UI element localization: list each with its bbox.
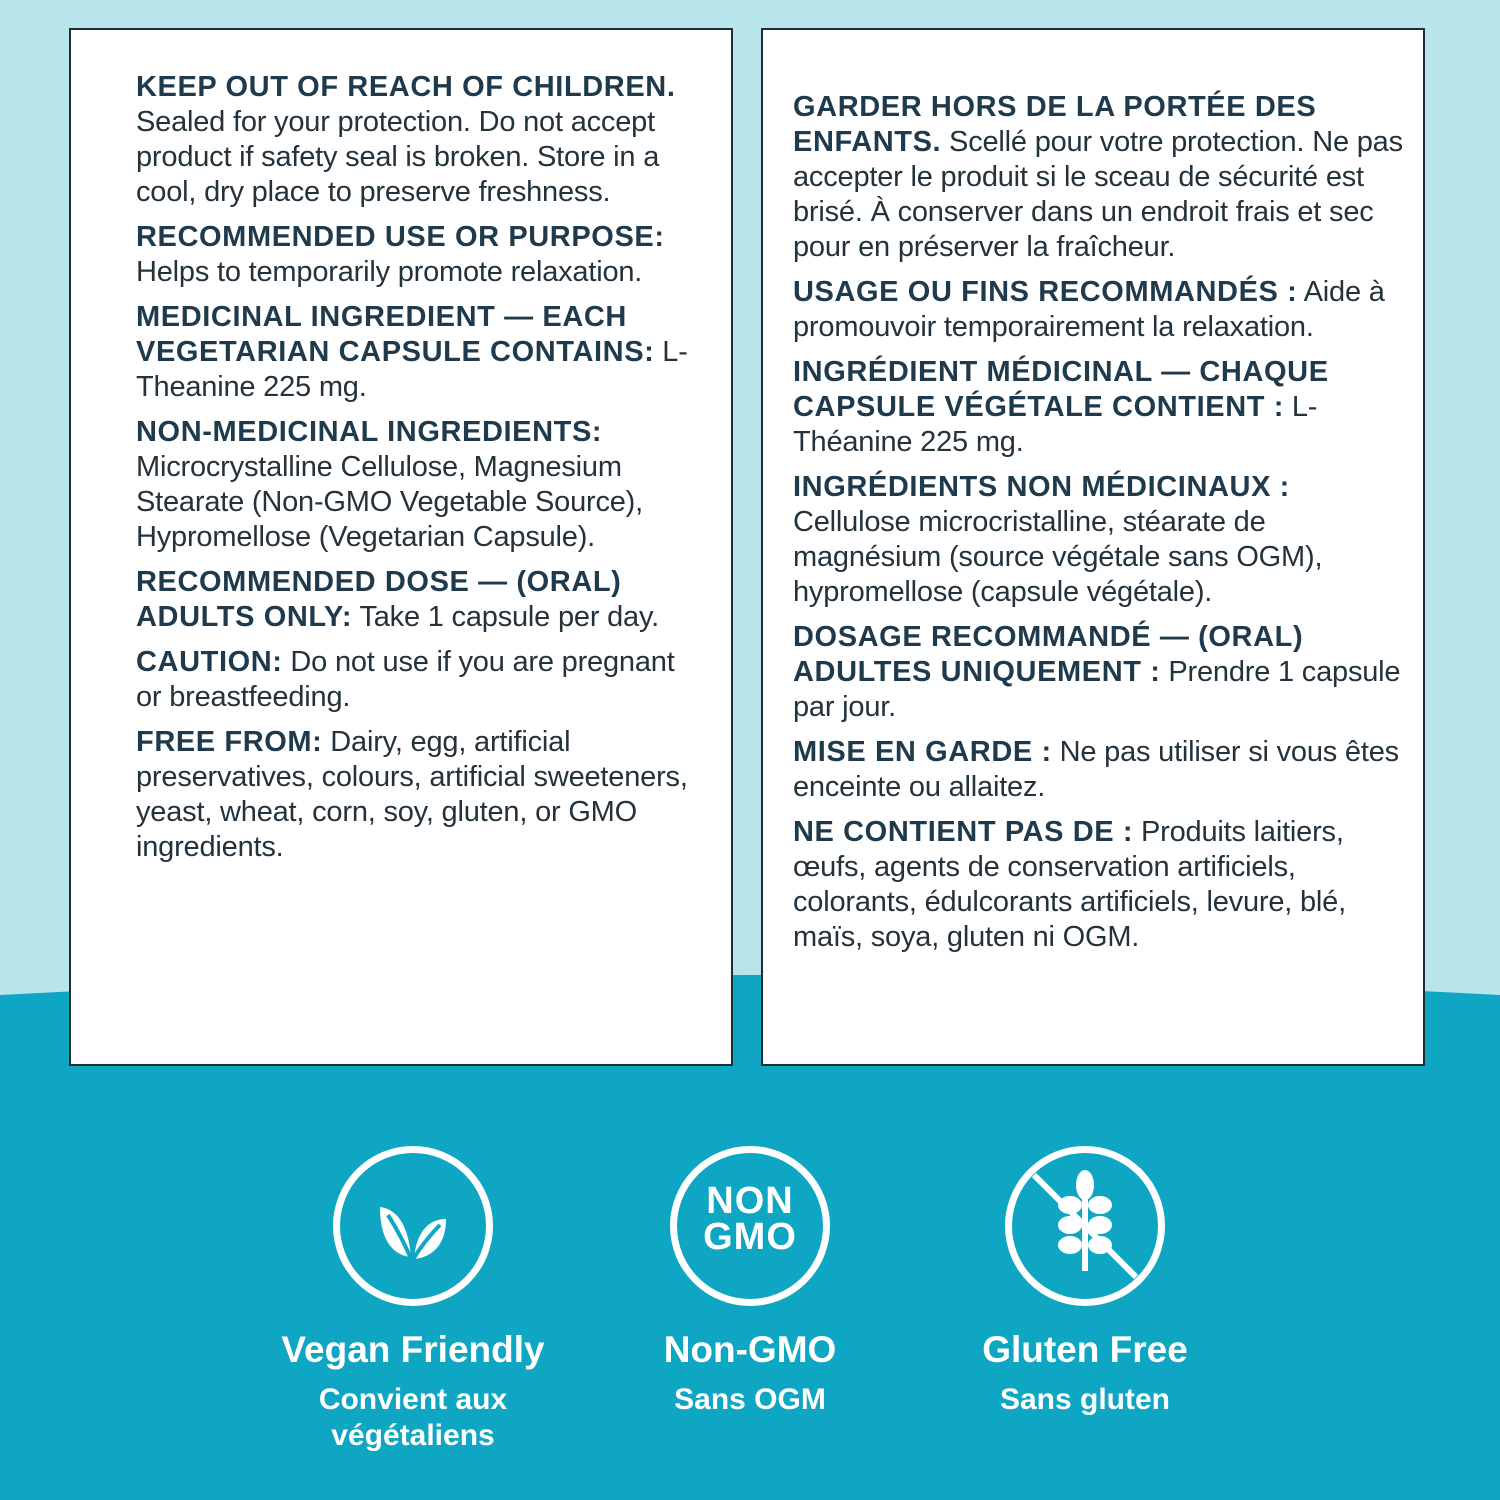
- gluten-free-badge: [915, 1146, 1255, 1466]
- en-heading: KEEP OUT OF REACH OF CHILDREN.: [136, 71, 676, 103]
- fr-block-4: [793, 620, 1413, 725]
- non-gmo-icon: [670, 1146, 830, 1306]
- fr-body: Scellé pour votre protection. Ne pas accepter le produit si le sceau de sécurité est brisé. À conserver dans un endroit frais et sec pour en préserver la fraîcheur.: [793, 126, 1403, 263]
- fr-block-1: [793, 275, 1413, 345]
- badge-subtitle: Sans OGM: [674, 1383, 826, 1416]
- en-block-1: [136, 220, 701, 290]
- fr-heading: INGRÉDIENTS NON MÉDICINAUX :: [793, 471, 1290, 503]
- en-body: Dairy, egg, artificial preservatives, colours, artificial sweeteners, yeast, wheat, corn, soy, gluten, or GMO ingredients.: [136, 726, 688, 863]
- fr-heading: INGRÉDIENT MÉDICINAL — CHAQUE CAPSULE VÉGÉTALE CONTIENT :: [793, 356, 1329, 423]
- badge-title: Gluten Free: [982, 1329, 1188, 1370]
- fr-block-3: [793, 470, 1413, 610]
- en-block-5: [136, 645, 701, 715]
- english-label-panel: [69, 28, 733, 1066]
- en-body: Take 1 capsule per day.: [352, 601, 659, 633]
- non-gmo-badge: [580, 1146, 920, 1466]
- fr-block-6: [793, 815, 1413, 955]
- en-body: Do not use if you are pregnant or breastfeeding.: [136, 646, 675, 713]
- en-heading: RECOMMENDED USE OR PURPOSE:: [136, 221, 665, 253]
- no-wheat-icon: [1005, 1146, 1165, 1306]
- en-heading: FREE FROM:: [136, 726, 323, 758]
- en-block-0: [136, 70, 701, 210]
- fr-block-5: [793, 735, 1413, 805]
- vegan-badge: [243, 1146, 583, 1466]
- en-block-4: [136, 565, 701, 635]
- badge-subtitle: Convient aux végétaliens: [318, 1383, 508, 1452]
- fr-heading: NE CONTIENT PAS DE :: [793, 816, 1134, 848]
- fr-body: Aide à promouvoir temporairement la relaxation.: [793, 276, 1385, 343]
- en-body: Microcrystalline Cellulose, Magnesium Stearate (Non-GMO Vegetable Source), Hypromellose (Vegetarian Capsule).: [136, 451, 643, 553]
- en-heading: NON-MEDICINAL INGREDIENTS:: [136, 416, 603, 448]
- en-block-6: [136, 725, 701, 865]
- fr-heading: GARDER HORS DE LA PORTÉE DES ENFANTS.: [793, 91, 1317, 158]
- fr-body: Produits laitiers, œufs, agents de conservation artificiels, colorants, édulcorants artificiels, levure, blé, maïs, soya, gluten ni OGM.: [793, 816, 1346, 953]
- badge-title: Vegan Friendly: [281, 1329, 545, 1370]
- en-heading: CAUTION:: [136, 646, 283, 678]
- en-body: L-Theanine 225 mg.: [136, 336, 688, 403]
- en-heading: MEDICINAL INGREDIENT — EACH VEGETARIAN CAPSULE CONTAINS:: [136, 301, 655, 368]
- fr-body: Prendre 1 capsule par jour.: [793, 656, 1401, 723]
- fr-body: Ne pas utiliser si vous êtes enceinte ou allaitez.: [793, 736, 1399, 803]
- badge-subtitle: Sans gluten: [999, 1383, 1171, 1416]
- en-block-3: [136, 415, 701, 555]
- non-gmo-icon-text: NON: [706, 1180, 794, 1222]
- fr-block-0: [793, 90, 1413, 265]
- fr-block-2: [793, 355, 1413, 460]
- en-heading: RECOMMENDED DOSE — (ORAL) ADULTS ONLY:: [136, 566, 622, 633]
- fr-body: L-Théanine 225 mg.: [793, 391, 1318, 458]
- non-gmo-icon-text: GMO: [703, 1216, 797, 1258]
- fr-heading: USAGE OU FINS RECOMMANDÉS :: [793, 276, 1298, 308]
- en-body: Sealed for your protection. Do not accept product if safety seal is broken. Store in a cool, dry place to preserve freshness.: [136, 106, 660, 208]
- en-body: Helps to temporarily promote relaxation.: [136, 256, 643, 288]
- fr-body: Cellulose microcristalline, stéarate de magnésium (source végétale sans OGM), hypromellose (capsule végétale).: [793, 506, 1323, 608]
- french-label-panel: [761, 28, 1425, 1066]
- fr-heading: DOSAGE RECOMMANDÉ — (ORAL) ADULTES UNIQUEMENT :: [793, 621, 1304, 688]
- leaf-icon: [333, 1146, 493, 1306]
- fr-heading: MISE EN GARDE :: [793, 736, 1052, 768]
- badge-title: Non-GMO: [663, 1329, 837, 1370]
- en-block-2: [136, 300, 701, 405]
